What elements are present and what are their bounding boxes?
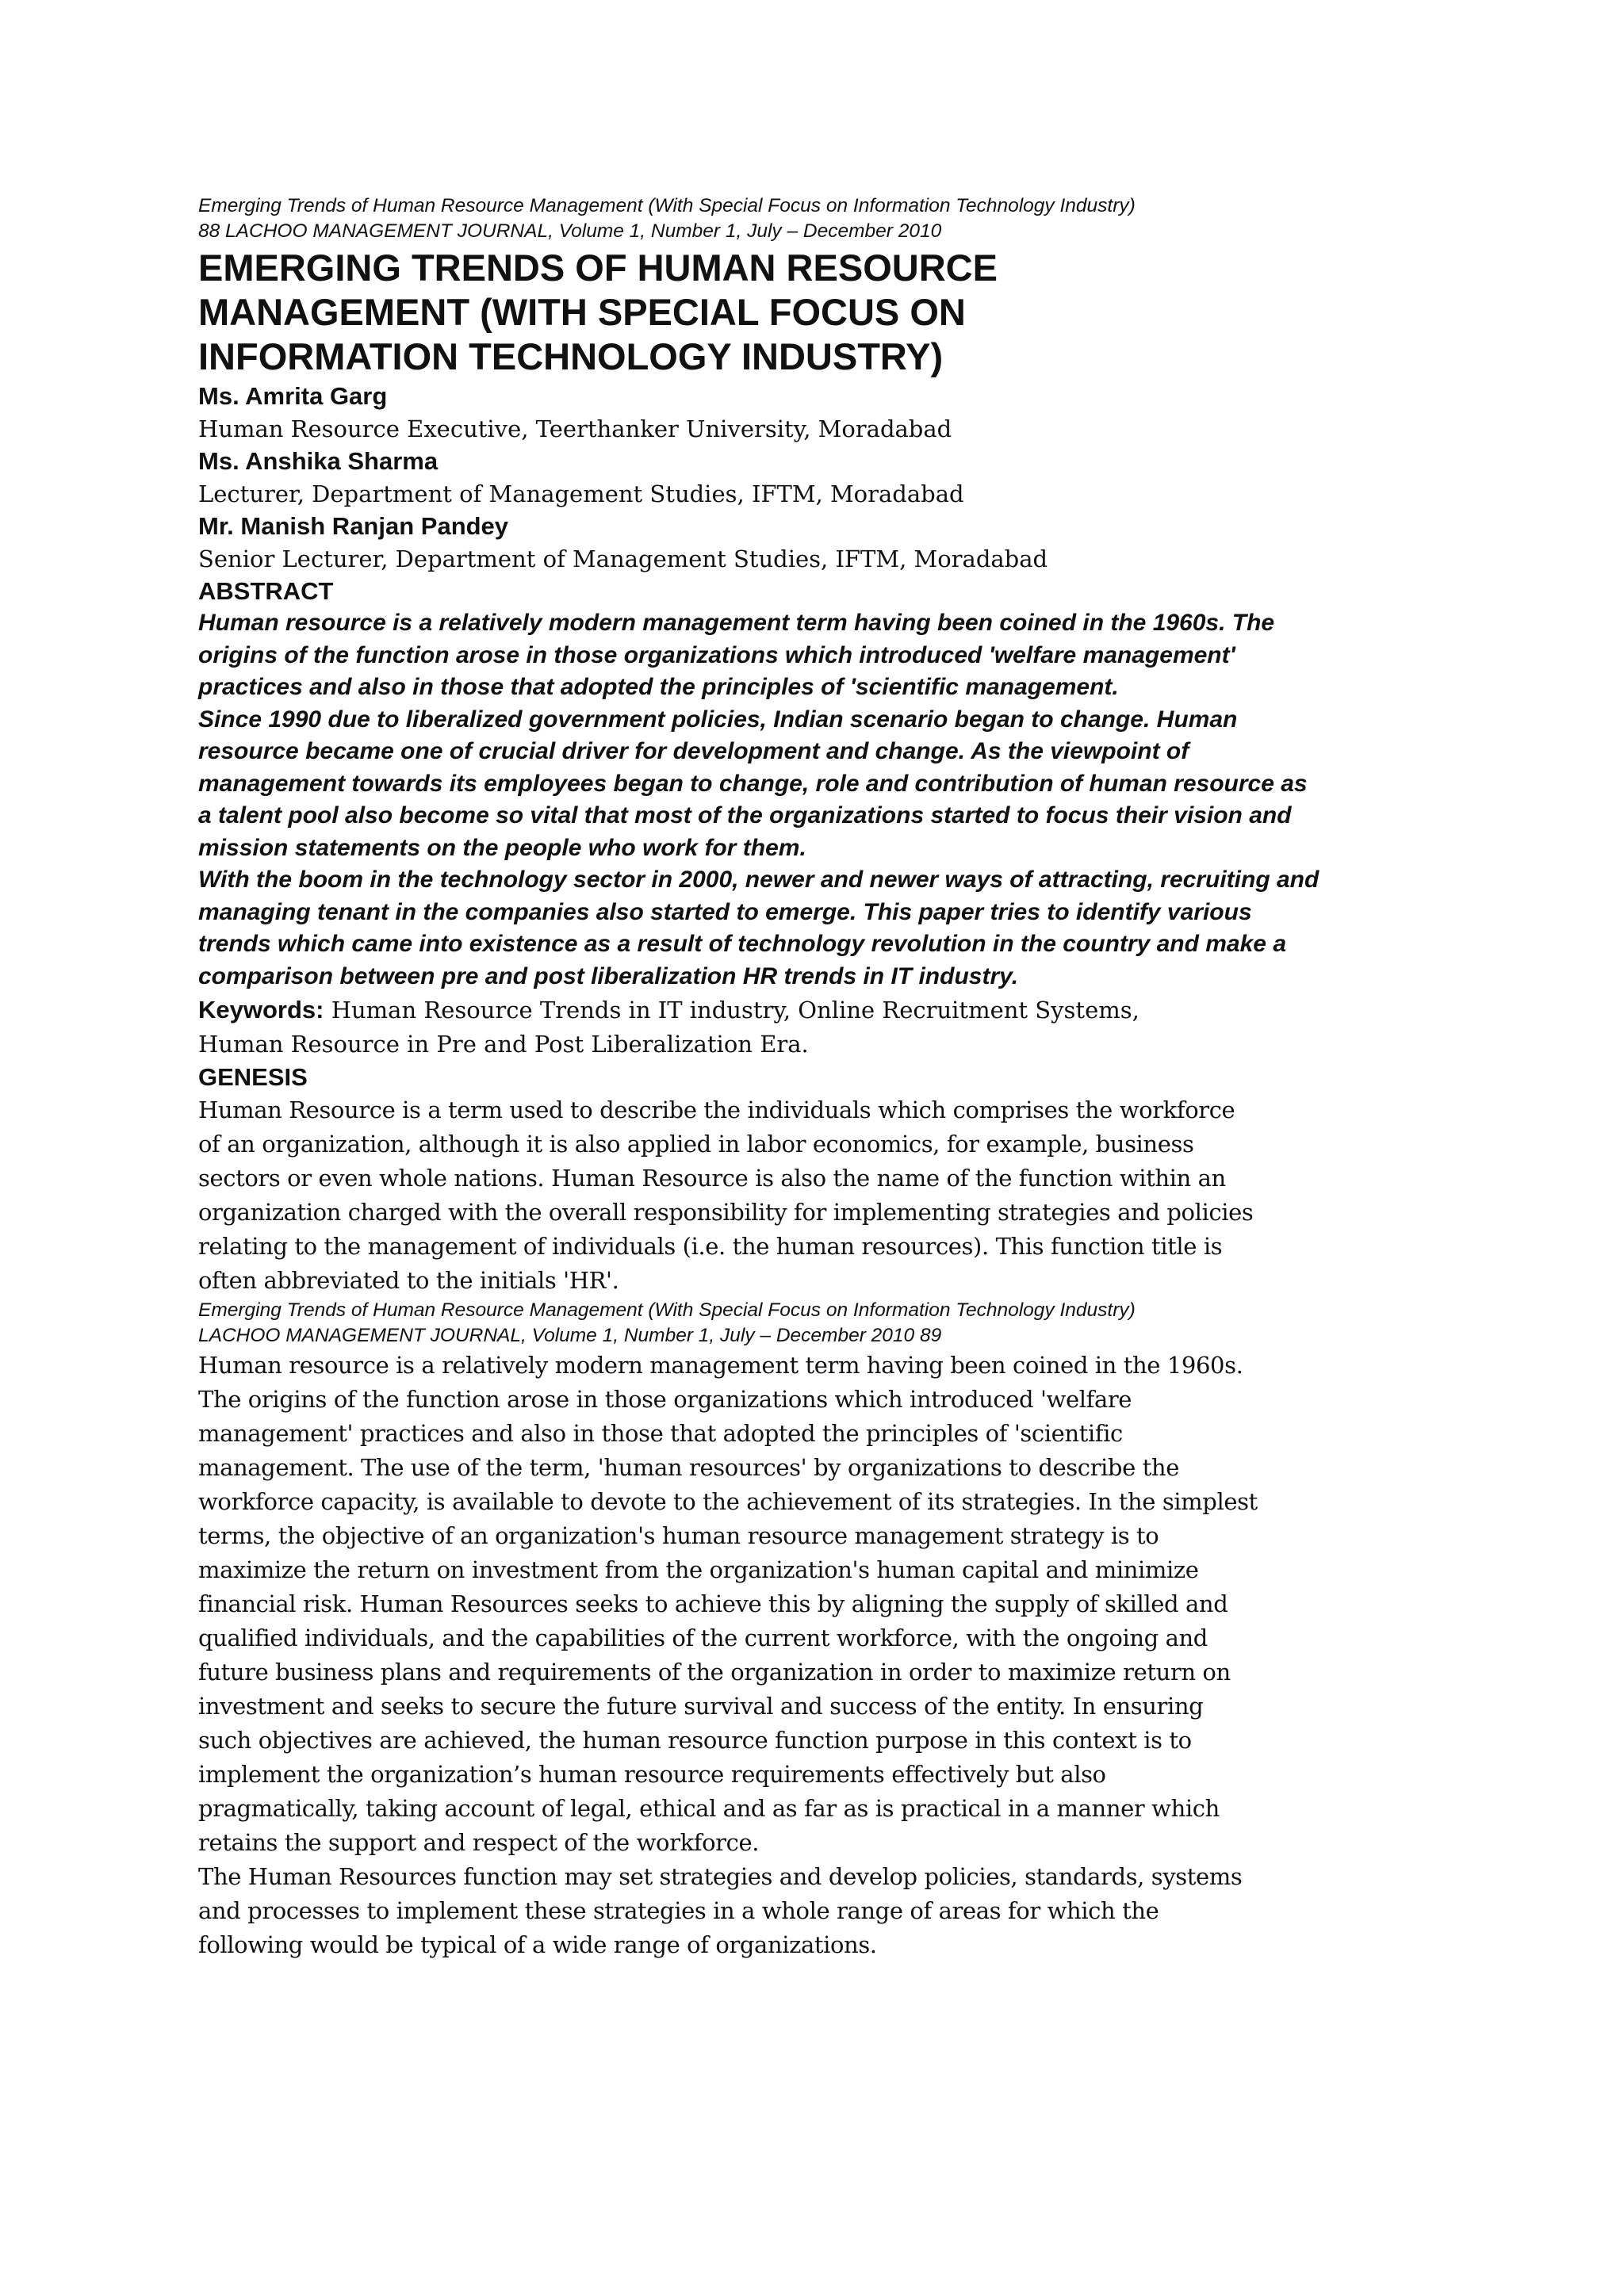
author-affiliation: Lecturer, Department of Management Studies, IFTM, Moradabad bbox=[198, 480, 964, 507]
abstract-heading: ABSTRACT bbox=[198, 577, 334, 605]
body-paragraph: The Human Resources function may set strategies and develop policies, standards, systems and processes to implement these strategies in a whole range of areas for which the following would be typical of a wide range of organizations. bbox=[198, 1863, 1243, 1958]
body-paragraph: Human resource is a relatively modern management term having been coined in the 1960s. The origins of the function arose in those organizations which introduced 'welfare management' practices and also in those that adopted the principles of 'scientific management. The use of the term, 'human resources' by organizations to describe the workforce capacity, is available to devote to the achievement of its strategies. In the simplest terms, the objective of an organization's human resource management strategy is to maximize the return on investment from the organization's human capital and minimize financial risk. Human Resources seeks to achieve this by aligning the supply of skilled and qualified individuals, and the capabilities of the current workforce, with the ongoing and future business plans and requirements of the organization in order to maximize return on investment and seeks to secure the future survival and success of the entity. In ensuring such objectives are achieved, the human resource function purpose in this context is to implement the organization’s human resource requirements effectively but also pragmatically, taking account of legal, ethical and as far as is practical in a manner which retains the support and respect of the workforce. bbox=[198, 1352, 1258, 1856]
running-header-title: Emerging Trends of Human Resource Management (With Special Focus on Information Technology Industry) bbox=[198, 195, 1136, 216]
abstract-paragraph: Since 1990 due to liberalized government policies, Indian scenario began to change. Human resource became one of crucial driver for development and change. As the viewpoint of management towards its employees began to change, role and contribution of human resource as a talent pool also become so vital that most of the organizations started to focus their vision and mission statements on the people who work for them. bbox=[198, 706, 1308, 861]
author-affiliation: Human Resource Executive, Teerthanker University, Moradabad bbox=[198, 415, 952, 442]
running-header-title: Emerging Trends of Human Resource Management (With Special Focus on Information Technology Industry) bbox=[198, 1299, 1136, 1321]
keywords bbox=[198, 993, 1229, 1062]
author-block bbox=[198, 381, 1324, 576]
author-affiliation: Senior Lecturer, Department of Management Studies, IFTM, Moradabad bbox=[198, 545, 1048, 572]
running-header-journal: LACHOO MANAGEMENT JOURNAL, Volume 1, Number 1, July – December 2010 89 bbox=[198, 1325, 942, 1346]
author-name: Ms. Anshika Sharma bbox=[198, 447, 439, 475]
author-name: Ms. Amrita Garg bbox=[198, 382, 388, 410]
running-header-journal: 88 LACHOO MANAGEMENT JOURNAL, Volume 1, Number 1, July – December 2010 bbox=[198, 220, 942, 242]
genesis-paragraph: Human Resource is a term used to describe the individuals which comprises the workforce of an organization, although it is also applied in labor economics, for example, business sectors or even whole nations. Human Resource is also the name of the function within an organization charged with the overall responsibility for implementing strategies and policies relating to the management of individuals (i.e. the human resources). This function title is often abbreviated to the initials 'HR'. bbox=[198, 1096, 1254, 1294]
author-name: Mr. Manish Ranjan Pandey bbox=[198, 512, 509, 540]
keywords-text: Human Resource Trends in IT industry, Online Recruitment Systems, Human Resource in Pre and Post Liberalization Era. bbox=[198, 997, 1139, 1058]
genesis-section bbox=[198, 1062, 1324, 1298]
title-line-3: INFORMATION TECHNOLOGY INDUSTRY) bbox=[198, 335, 944, 377]
keywords-label: Keywords: bbox=[198, 996, 324, 1024]
document-page bbox=[198, 193, 1324, 1962]
abstract-section bbox=[198, 576, 1324, 993]
abstract-paragraph: With the boom in the technology sector in 2000, newer and newer ways of attracting, recruiting and managing tenant in the companies also started to emerge. This paper tries to identify various trends which came into existence as a result of technology revolution in the country and make a comparison between pre and post liberalization HR trends in IT industry. bbox=[198, 867, 1320, 989]
title-line-1: EMERGING TRENDS OF HUMAN RESOURCE bbox=[198, 247, 998, 289]
abstract-paragraph: Human resource is a relatively modern management term having been coined in the 1960s. The origins of the function arose in those organizations which introduced 'welfare management' practices and also in those that adopted the principles of 'scientific management. bbox=[198, 610, 1275, 700]
genesis-heading: GENESIS bbox=[198, 1063, 308, 1091]
title-line-2: MANAGEMENT (WITH SPECIAL FOCUS ON bbox=[198, 291, 966, 333]
paper-title bbox=[198, 246, 1324, 379]
